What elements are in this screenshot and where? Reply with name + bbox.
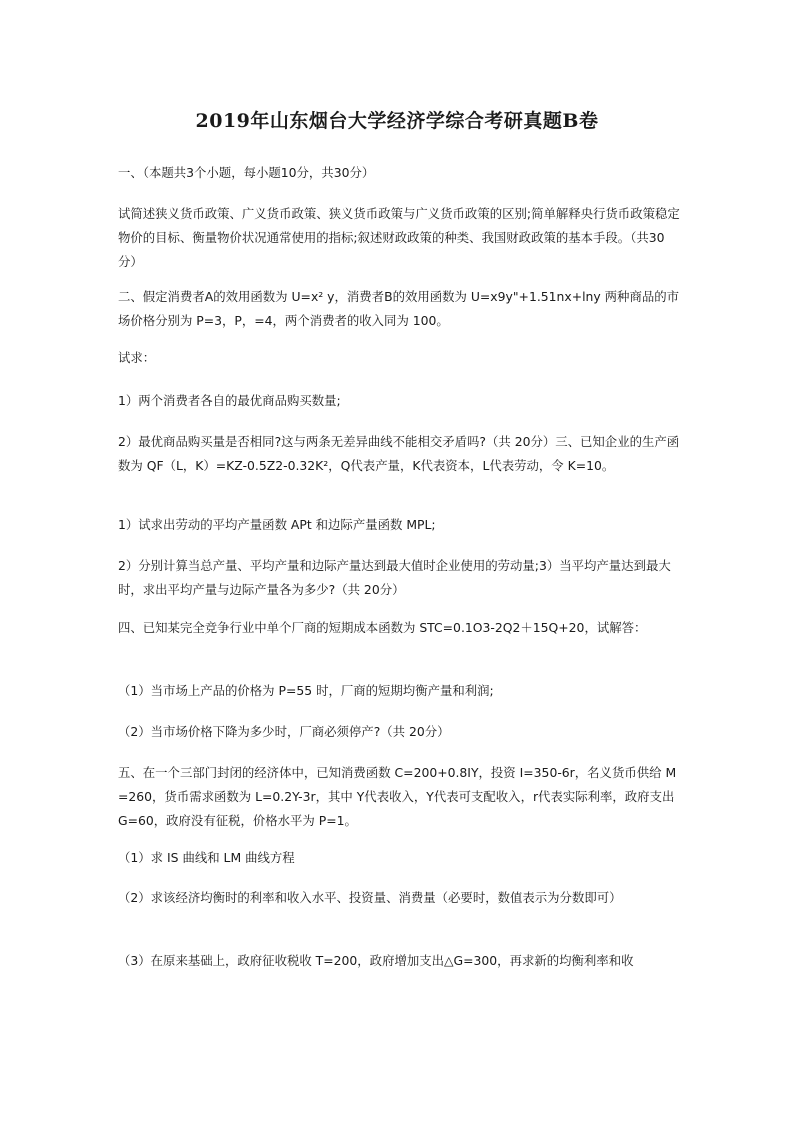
section-2-question: 二、假定消费者A的效用函数为 U=x² y，消费者B的效用函数为 U=x9y"+1.51nx+lny 两种商品的市场价格分别为 P=3，P，=4，两个消费者的收入同为 100。 [118,289,680,328]
section-1-question: 试简述狭义货币政策、广义货币政策、狭义货币政策与广义货币政策的区别;简单解释央行货币政策稳定物价的目标、衡量物价状况通常使用的指标;叙述财政政策的种类、我国财政政策的基本手段。（共30分） [118,206,680,269]
section-3-item-2-3: 2）分别计算当总产量、平均产量和边际产量达到最大值时企业使用的劳动量;3）当平均产量达到最大时，求出平均产量与边际产量各为多少?（共 20分） [118,558,671,597]
section-5-item-2: （2）求该经济均衡时的利率和收入水平、投资量、消费量（必要时，数值表示为分数即可） [118,890,622,905]
section-4-question: 四、已知某完全竞争行业中单个厂商的短期成本函数为 STC=0.1O3-2Q2＋15Q+20，试解答： [118,620,647,635]
section-4-item-1: （1）当市场上产品的价格为 P=55 时，厂商的短期均衡产量和利润; [118,683,494,698]
section-2-item-1: 1）两个消费者各自的最优商品购买数量; [118,393,341,408]
document-title: 2019年山东烟台大学经济学综合考研真题B卷 [195,110,599,132]
section-5-item-1: （1）求 IS 曲线和 LM 曲线方程 [118,850,295,865]
section-5-item-3: （3）在原来基础上，政府征收税收 T=200，政府增加支出△G=300，再求新的均衡利率和收 [118,953,634,968]
section-1-heading: 一、（本题共3个小题，每小题10分，共30分） [118,165,375,180]
section-5-question: 五、在一个三部门封闭的经济体中，已知消费函数 C=200+0.8IY，投资 I=350-6r，名义货币供给 M=260，货币需求函数为 L=0.2Y-3r，其中 Y代表收入，Y代表可支配收入，r代表实际利率，政府支出 G=60，政府没有征税，价格水平为 P=1。 [118,765,677,828]
section-4-item-2: （2）当市场价格下降为多少时，厂商必须停产?（共 20分） [118,724,450,739]
section-2-prompt: 试求： [118,350,156,365]
section-3-item-1: 1）试求出劳动的平均产量函数 APt 和边际产量函数 MPL; [118,517,436,532]
section-2-item-2-section-3: 2）最优商品购买量是否相同?这与两条无差异曲线不能相交矛盾吗?（共 20分）三、已知企业的生产函数为 QF（L，K）=KZ-0.5Z2-0.32K²，Q代表产量，K代表资本，L代表劳动，令 K=10。 [118,434,680,473]
